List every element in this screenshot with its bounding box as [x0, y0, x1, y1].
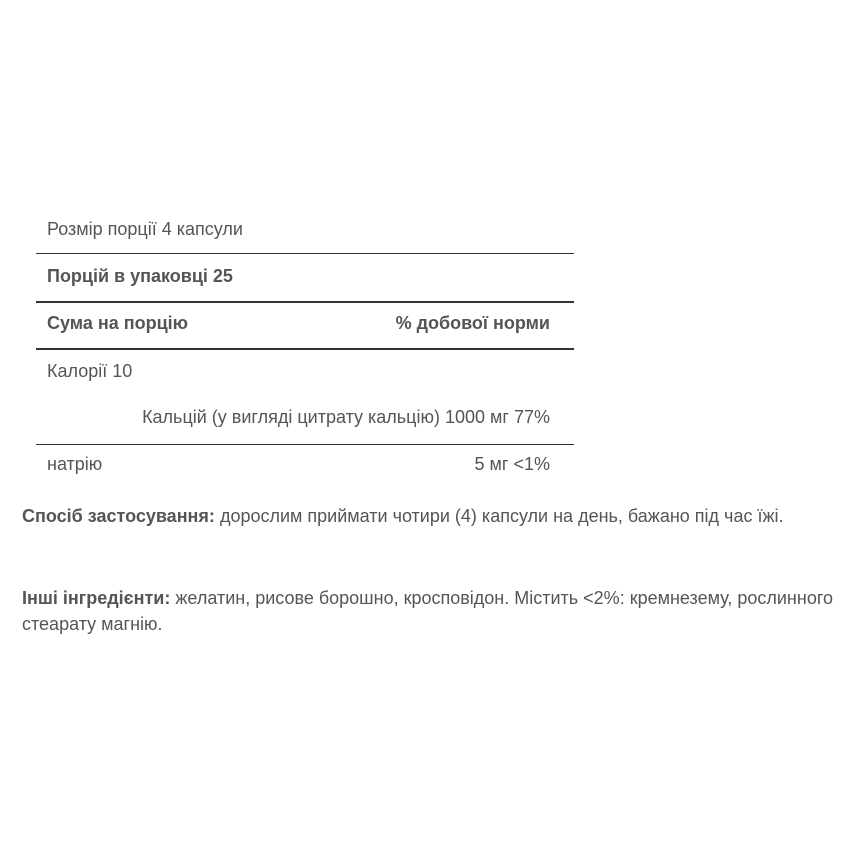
- sodium-label: натрію: [47, 454, 103, 474]
- calories-row: Калорії 10: [47, 361, 133, 381]
- divider: [36, 301, 574, 303]
- usage-label: Спосіб застосування:: [22, 506, 215, 526]
- daily-value-header: % добової норми: [395, 313, 550, 333]
- divider: [36, 444, 574, 445]
- other-ingredients: [22, 585, 842, 637]
- divider: [36, 348, 574, 350]
- usage-instructions: [22, 503, 842, 529]
- usage-text: дорослим приймати чотири (4) капсули на день, бажано під час їжі.: [214, 506, 784, 526]
- amount-per-serving-header: Сума на порцію: [47, 313, 189, 333]
- serving-size: Розмір порції 4 капсули: [47, 219, 243, 239]
- other-ingredients-text: желатин, рисове борошно, кросповідон. Містить <2%: кремнезему, рослинного стеарату магнію.: [22, 588, 834, 634]
- calcium-row: Кальцій (у вигляді цитрату кальцію) 1000 мг 77%: [142, 407, 550, 427]
- servings-per-container: Порцій в упаковці 25: [47, 266, 233, 286]
- divider: [36, 253, 574, 254]
- other-ingredients-label: Інші інгредієнти:: [22, 588, 171, 608]
- sodium-value: 5 мг <1%: [474, 454, 550, 474]
